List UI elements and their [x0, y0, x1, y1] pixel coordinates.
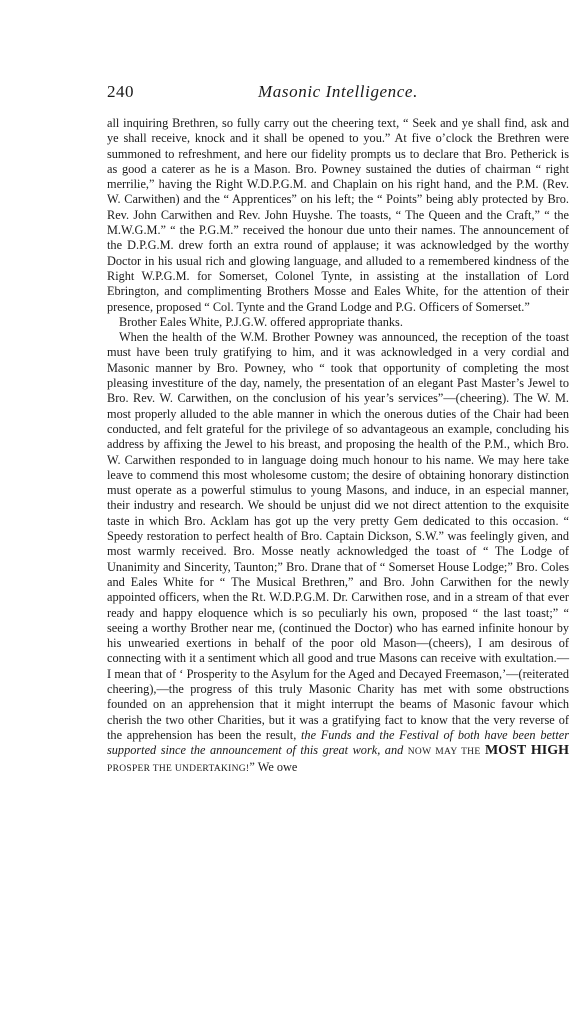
paragraph: Brother Eales White, P.J.G.W. offered appropriate thanks.: [119, 314, 403, 329]
italic-clause: the Funds and the Festival of both have been better supported since the announcement of this great work, and: [107, 727, 569, 758]
page-number: 240: [107, 82, 134, 101]
page-header: [107, 82, 569, 104]
article-body: [107, 116, 569, 778]
paragraph: all inquiring Brethren, so fully carry out the cheering text, “ Seek and ye shall find, ask and ye shall receive, knock and it shall be opened to you.” At five o’clock the Brethren were summoned to refreshment, and here our fidelity prompts us to declare that Bro. Petherick is as good a caterer as he is a Mason. Bro. Powney sustained the duties of chairman “ right merrilie,” having the Right W.D.P.G.M. and Chaplain on his right hand, and the P.M. (Rev. W. Carwithen) and the “ Apprentices” on his left; the “ Points” being ably protected by Bro. Rev. John Carwithen and Rev. John Huyshe. The toasts, “ The Queen and the Craft,” “ the M.W.G.M.” “ the P.G.M.” received the honour due unto their names. The announcement of the D.P.G.M. drew forth an extra round of applause; it was acknowledged by the worthy Doctor in his usual rich and glowing language, and alluded to a remembered kindness of the Right W.P.G.M. for Somerset, Colonel Tynte, in assisting at the installation of Lord Ebrington, and complimenting Brothers Mosse and Eales White, for the attention of their presence, proposed “ Col. Tynte and the Grand Lodge and P.G. Officers of Somerset.”: [107, 116, 569, 314]
small-caps-text: NOW MAY THE: [407, 747, 481, 758]
paragraph: [107, 330, 569, 778]
closing-text: ” We owe: [249, 760, 298, 775]
small-caps-text: PROSPER THE UNDERTAKING!: [107, 764, 250, 775]
running-title: Masonic Intelligence.: [258, 82, 418, 101]
paragraph-text: When the health of the W.M. Brother Powney was announced, the reception of the toast must have been truly gratifying to him, and it was acknowledged in a very cordial and Masonic manner by Bro. Powney, who “ took that opportunity of completing the most pleasing investiture of the day, namely, the presentation of an elegant Past Master’s Jewel to Bro. Rev. W. Carwithen, on the conclusion of his year’s services”—(cheering). The W. M. most properly alluded to the able manner in which the onerous duties of the Chair had been conducted, and felt grateful for the privilege of so advantageous an example, concluding his address by affixing the Jewel to his breast, and proposing the health of the P.M., which Bro. W. Carwithen responded to in language doing much honour to his name. We may here take leave to commend this most wholesome custom; the desire of obtaining honorary distinction must operate as a powerful stimulus to young Masons, and induce, in an especial manner, their industry and research. We should be unjust did we not direct attention to the exquisite taste in which Bro. Acklam has got up the very pretty Gem dedicated to this occasion. “ Speedy restoration to perfect health of Bro. Captain Dickson, S.W.” was feelingly given, and most warmly received. Bro. Mosse neatly acknowledged the toast of “ The Lodge of Unanimity and Sincerity, Taunton;” Bro. Drane that of “ Somerset House Lodge;” Bro. Coles and Eales White for “ The Musical Brethren,” and Bro. John Carwithen for the newly appointed officers, when the Rt. W.D.P.G.M. Dr. Carwithen rose, and in a stream of that ever ready and happy eloquence which is so peculiarly his own, proposed “ the last toast;” “ seeing a worthy Brother near me, (continued the Doctor) who has earned infinite honour by his unwearied exertions in behalf of the poor old Mason—(cheers), I am desirous of connecting with it a sentiment which all good and true Masons can receive with exultation.—I mean that of ‘ Prosperity to the Asylum for the Aged and Decayed Freemason,’—(reiterated cheering),—the progress of this truly Masonic Charity has met with some obstructions founded on an apprehension that it might interrupt the beams of Masonic favour which cherish the two other Charities, but it was a gratifying fact to know that the very reverse of the apprehension has been the result,: [107, 330, 569, 742]
emphasis-text: MOST HIGH: [484, 743, 569, 759]
